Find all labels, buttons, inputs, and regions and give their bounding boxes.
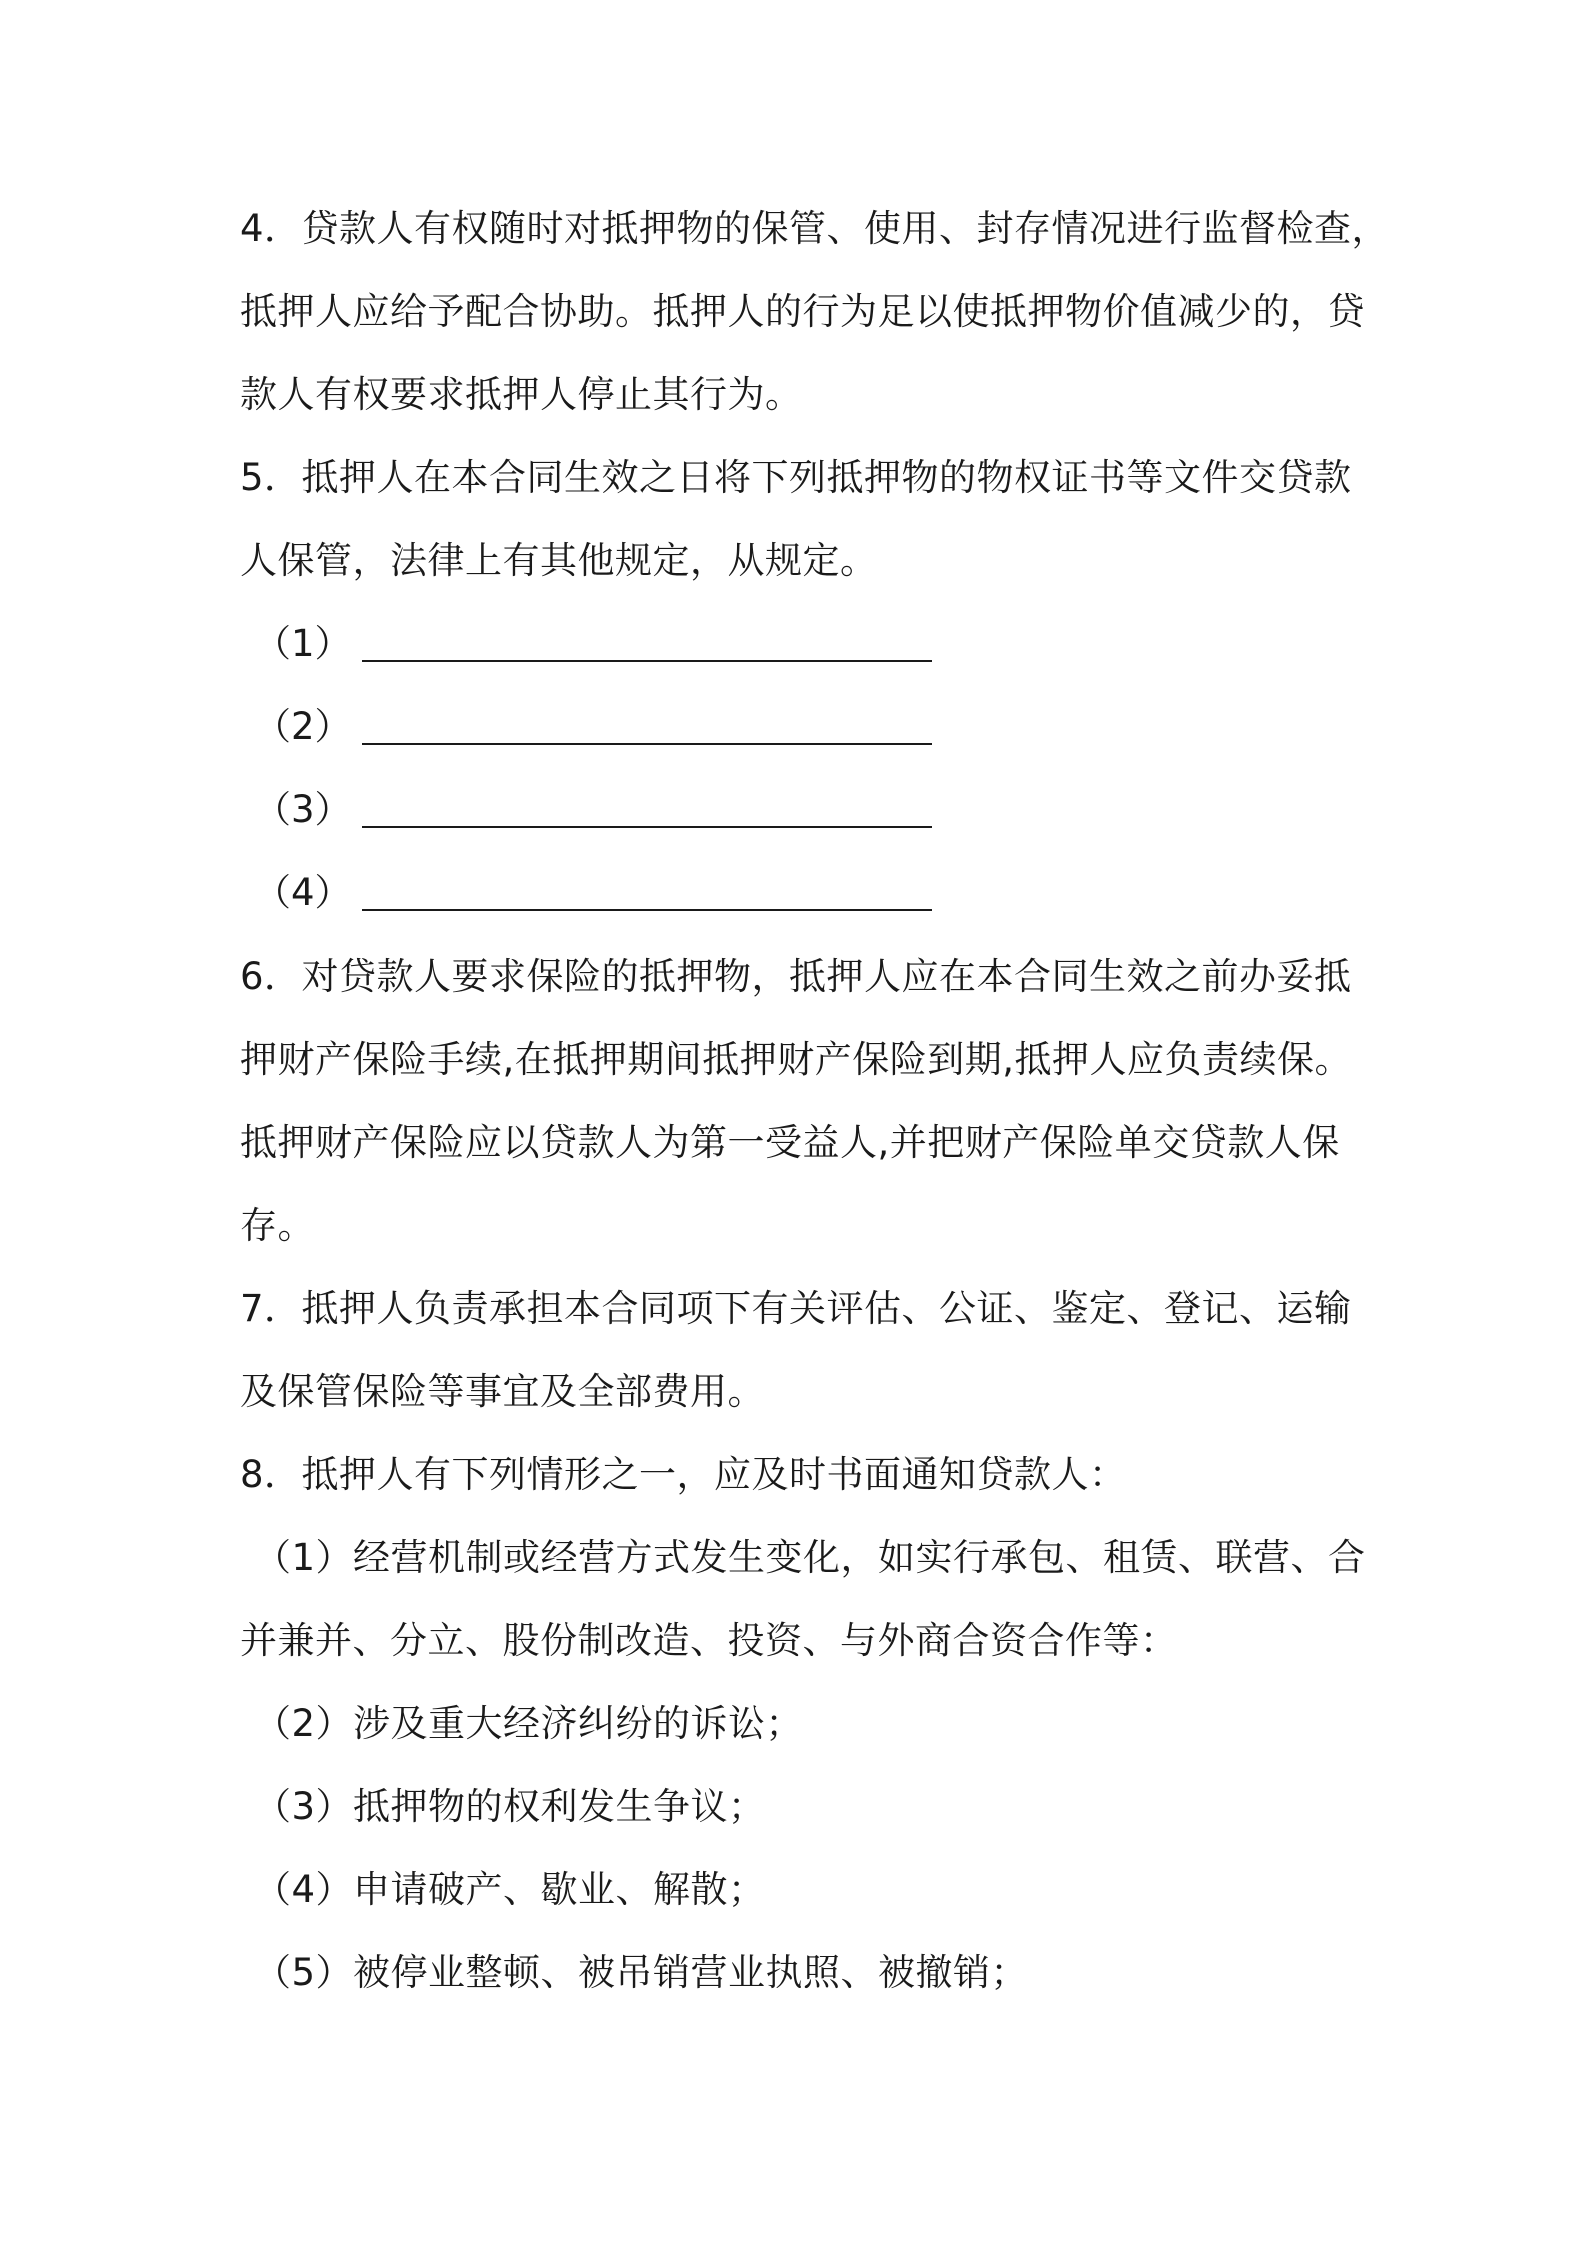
blank-item-label: （4） — [254, 871, 352, 914]
fill-in-line — [362, 743, 932, 745]
clause-6-line-3: 抵押财产保险应以贷款人为第一受益人,并把财产保险单交贷款人保 — [240, 1121, 1340, 1164]
clause-6-line-4: 存。 — [240, 1204, 315, 1247]
clause-4-line-1: 4．贷款人有权随时对抵押物的保管、使用、封存情况进行监督检查， — [240, 207, 1390, 250]
blank-item-label: （2） — [254, 705, 352, 748]
clause-7-line-2: 及保管保险等事宜及全部费用。 — [240, 1370, 765, 1413]
blank-item-label: （3） — [254, 788, 352, 831]
clause-8-line-1: 8．抵押人有下列情形之一，应及时书面通知贷款人： — [240, 1453, 1127, 1496]
clause-8-line-4: （2）涉及重大经济纠纷的诉讼； — [254, 1702, 804, 1745]
clause-8-line-6: （4）申请破产、歇业、解散； — [254, 1868, 766, 1911]
clause-4-line-2: 抵押人应给予配合协助。抵押人的行为足以使抵押物价值减少的，贷 — [240, 290, 1365, 333]
blank-item-label: （1） — [254, 622, 352, 665]
blank-item-2 — [254, 703, 932, 751]
clause-6-line-2: 押财产保险手续,在抵押期间抵押财产保险到期,抵押人应负责续保。 — [240, 1038, 1353, 1081]
fill-in-line — [362, 909, 932, 911]
clause-8-line-3: 并兼并、分立、股份制改造、投资、与外商合资合作等： — [240, 1619, 1178, 1662]
fill-in-line — [362, 826, 932, 828]
clause-5-line-2: 人保管，法律上有其他规定，从规定。 — [240, 539, 878, 582]
clause-4-line-3: 款人有权要求抵押人停止其行为。 — [240, 373, 803, 416]
blank-item-1 — [254, 620, 932, 668]
blank-item-4 — [254, 869, 932, 917]
fill-in-line — [362, 660, 932, 662]
clause-8-line-7: （5）被停业整顿、被吊销营业执照、被撤销； — [254, 1951, 1029, 1994]
clause-7-line-1: 7．抵押人负责承担本合同项下有关评估、公证、鉴定、登记、运输 — [240, 1287, 1352, 1330]
clause-5-line-1: 5．抵押人在本合同生效之日将下列抵押物的物权证书等文件交贷款 — [240, 456, 1352, 499]
blank-item-3 — [254, 786, 932, 834]
clause-6-line-1: 6．对贷款人要求保险的抵押物，抵押人应在本合同生效之前办妥抵 — [240, 955, 1352, 998]
clause-8-line-5: （3）抵押物的权利发生争议； — [254, 1785, 766, 1828]
clause-8-line-2: （1）经营机制或经营方式发生变化，如实行承包、租赁、联营、合 — [254, 1536, 1366, 1579]
